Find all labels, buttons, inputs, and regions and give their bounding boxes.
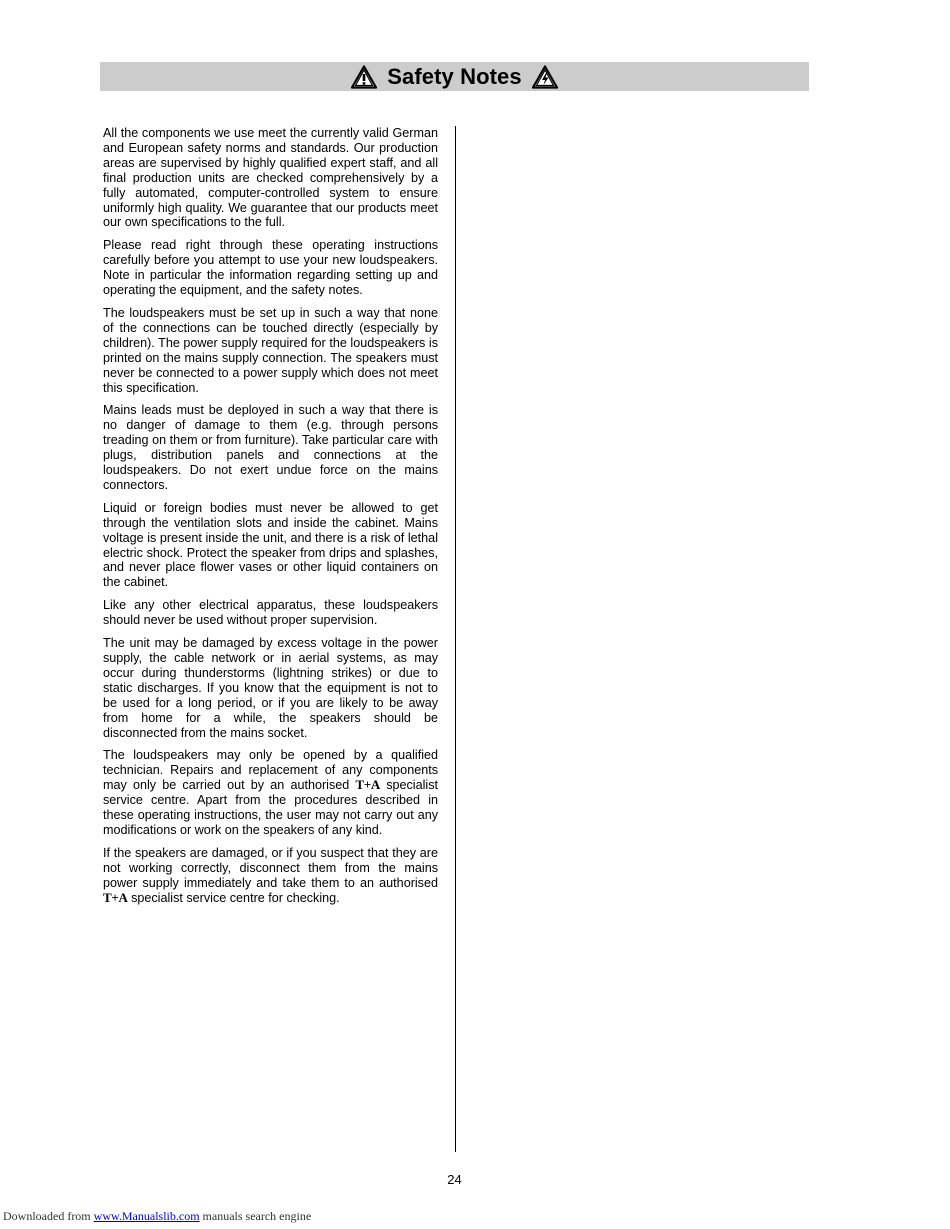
paragraph-damage (103, 846, 438, 906)
brand-logo: T+A (103, 889, 128, 905)
section-header (100, 62, 809, 91)
column-divider (455, 126, 456, 1152)
download-footer (3, 1209, 311, 1224)
paragraph-quality: All the components we use meet the currently valid German and European safety norms and standards. Our production areas are supervised by highly qualified expert staff, and all final production units are checked comprehensively by a fully automated, computer-controlled system to ensure uniformly high quality. We guarantee that our products meet our own specifications to the full. (103, 126, 438, 230)
safety-text-column (103, 126, 438, 914)
damage-text-end: specialist service centre for checking. (127, 890, 340, 905)
manualslib-link[interactable]: www.Manualslib.com (93, 1209, 200, 1223)
paragraph-setup: The loudspeakers must be set up in such a way that none of the connections can be touched directly (especially by children). The power supply required for the loudspeakers is printed on the mains supply connection. The speakers must never be connected to a power supply which does not meet this specification. (103, 305, 438, 395)
repairs-text-start: The loudspeakers may only be opened by a qualified technician. Repairs and replacement of any components may only be carried out by an authorised (103, 748, 438, 793)
footer-prefix: Downloaded from (3, 1209, 94, 1223)
warning-triangle-icon (351, 65, 377, 89)
electric-warning-triangle-icon (532, 65, 558, 89)
paragraph-mains-leads: Mains leads must be deployed in such a way that there is no danger of damage to them (e.g. through persons treading on them or from furniture). Take particular care with plugs, distribution panels and connections at the loudspeakers. Do not exert undue force on the mains connectors. (103, 403, 438, 492)
brand-logo: T+A (355, 777, 381, 793)
damage-text-start: If the speakers are damaged, or if you suspect that they are not working correctly, disconnect them from the mains power supply immediately and take them to an authorised (103, 845, 438, 890)
repairs-text-end: specialist service centre. Apart from the procedures described in these operating instructions, the user may not carry out any modifications or work on the speakers of any kind. (103, 778, 438, 837)
page-title: Safety Notes (387, 64, 522, 89)
paragraph-supervision: Like any other electrical apparatus, these loudspeakers should never be used without proper supervision. (103, 598, 438, 628)
page-number: 24 (447, 1172, 462, 1187)
paragraph-excess-voltage: The unit may be damaged by excess voltage in the power supply, the cable network or in aerial systems, as may occur during thunderstorms (lightning strikes) or due to static discharges. If you know that the equipment is not to be used for a long period, or if you are likely to be away from home for a while, the speakers should be disconnected from the mains socket. (103, 636, 438, 740)
paragraph-read-instructions: Please read right through these operating instructions carefully before you attempt to use your new loudspeakers. Note in particular the information regarding setting up and operating the equipment, and the safety notes. (103, 238, 438, 298)
paragraph-liquids: Liquid or foreign bodies must never be allowed to get through the ventilation slots and inside the cabinet. Mains voltage is present inside the unit, and there is a risk of lethal electric shock. Protect the speaker from drips and splashes, and never place flower vases or other liquid containers on the cabinet. (103, 500, 438, 590)
paragraph-repairs (103, 748, 438, 837)
footer-suffix: manuals search engine (199, 1209, 312, 1223)
